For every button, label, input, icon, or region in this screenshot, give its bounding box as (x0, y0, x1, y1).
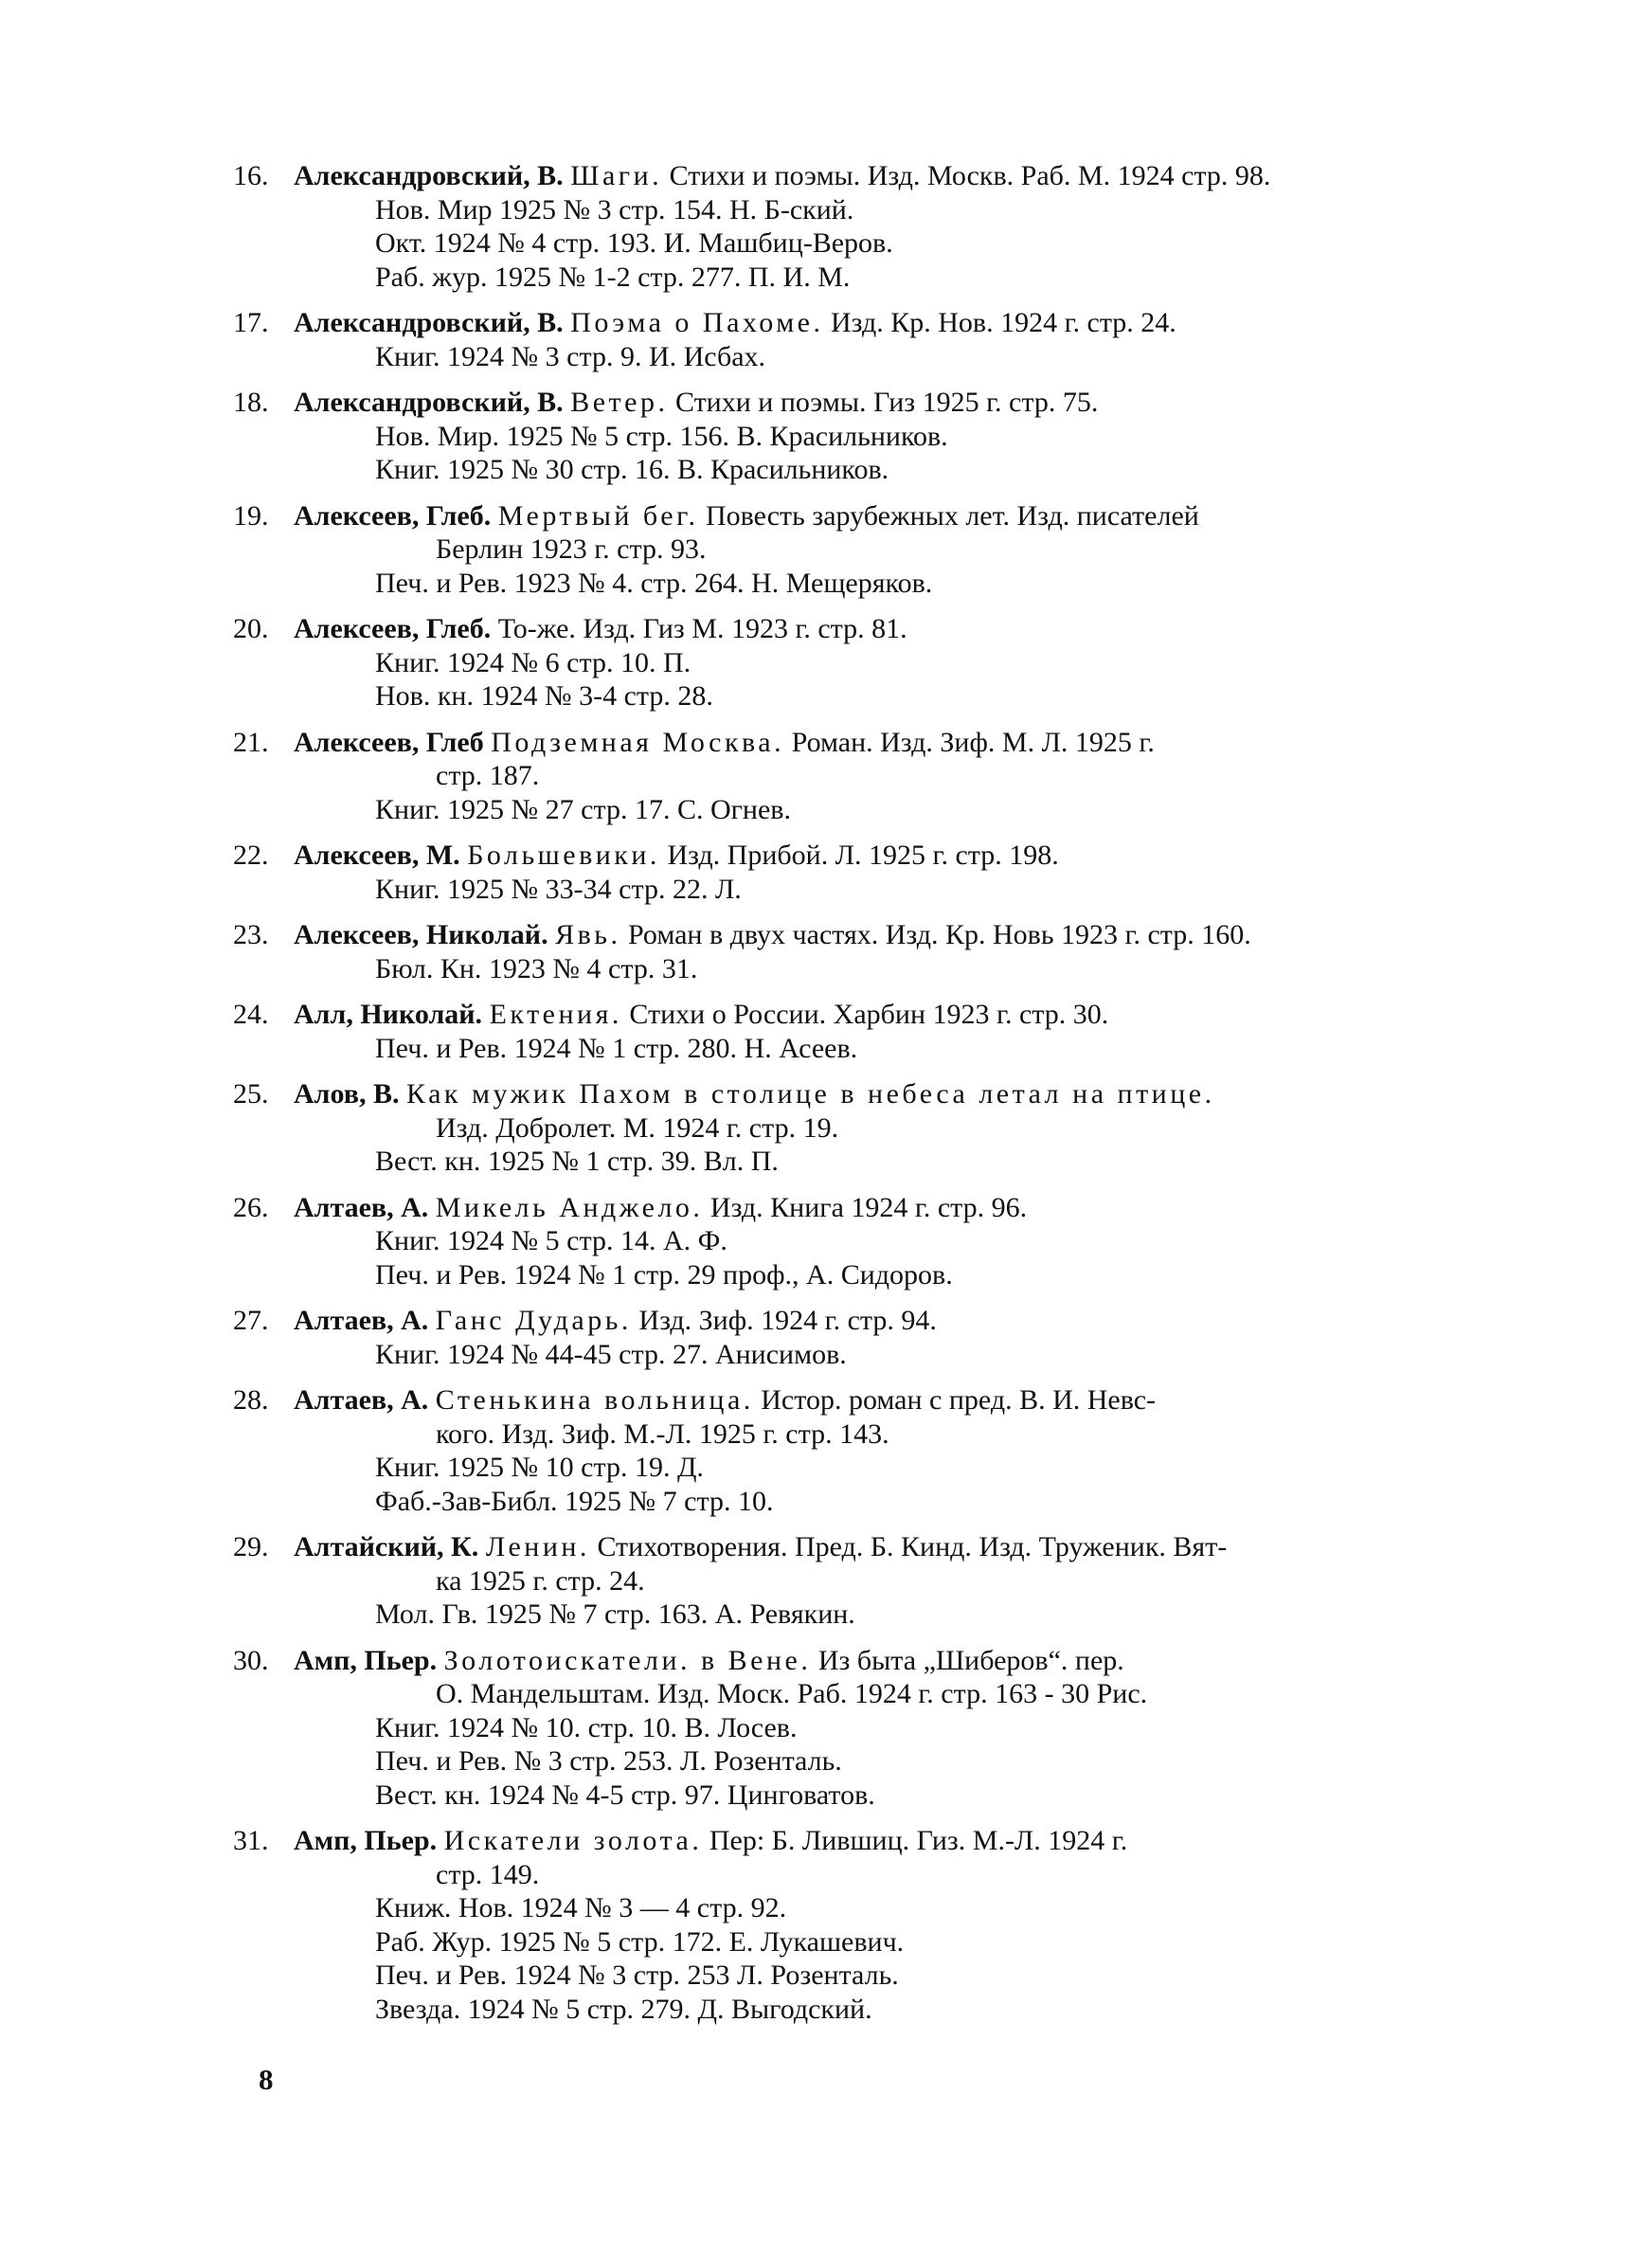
entry-publication-info: Роман в двух частях. Изд. Кр. Новь 1923 г. стр. 160. (627, 919, 1251, 950)
entry-number: 31. (233, 1825, 269, 1856)
entry-title: Шаги. (570, 160, 663, 191)
entry-publication-info: То-же. Изд. Гиз М. 1923 г. стр. 81. (497, 613, 907, 644)
entry-review-reference: Раб. жур. 1925 № 1-2 стр. 277. П. И. М. (375, 261, 851, 293)
entry-review-reference: Печ. и Рев. 1924 № 1 стр. 280. Н. Асеев. (375, 1032, 858, 1064)
bibliography-entry (233, 1304, 1436, 1371)
entry-continuation-line: О. Мандельштам. Изд. Моск. Раб. 1924 г. стр. 163 - 30 Рис. (436, 1678, 1148, 1709)
entry-heading-line (233, 612, 1436, 646)
entry-author: Александровский, В. (294, 307, 564, 338)
entry-review-reference: Фаб.-Зав-Библ. 1925 № 7 стр. 10. (375, 1485, 774, 1517)
entry-list (233, 159, 1436, 2038)
entry-review-reference: Нов. Мир. 1925 № 5 стр. 156. В. Красильников. (375, 420, 948, 452)
entry-review-reference: Печ. и Рев. 1924 № 3 стр. 253 Л. Розенталь. (375, 1959, 899, 1991)
entry-title: Стенькина вольница. (435, 1384, 754, 1416)
entry-review-reference: Книг. 1924 № 3 стр. 9. И. Исбах. (375, 340, 766, 372)
entry-review-reference: Вест. кн. 1925 № 1 стр. 39. Вл. П. (375, 1146, 779, 1177)
entry-author: Алексеев, Глеб. (294, 499, 492, 532)
entry-review-reference: Книг. 1925 № 33-34 стр. 22. Л. (375, 873, 742, 905)
bibliography-entry (233, 998, 1436, 1065)
bibliography-entry (233, 499, 1436, 601)
entry-publication-info: Стихотворения. Пред. Б. Кинд. Изд. Труженик. Вят- (597, 1531, 1228, 1562)
entry-author: Алл, Николай. (294, 999, 483, 1030)
entry-review-reference: Звезда. 1924 № 5 стр. 279. Д. Выгодский. (375, 1993, 872, 2025)
entry-number: 18. (233, 387, 269, 418)
entry-publication-info: Стихи и поэмы. Гиз 1925 г. стр. 75. (674, 387, 1099, 418)
entry-publication-info: Из быта „Шиберов“. пер. (817, 1644, 1124, 1676)
entry-publication-info: Изд. Зиф. 1924 г. стр. 94. (638, 1305, 937, 1336)
bibliography-entry (233, 1644, 1436, 1813)
entry-title: Поэма о Пахоме. (570, 307, 824, 338)
bibliography-entry (233, 839, 1436, 906)
entry-author: Алексеев, Глеб (294, 726, 484, 758)
entry-review-reference: Мол. Гв. 1925 № 7 стр. 163. А. Ревякин. (375, 1598, 855, 1630)
entry-number: 29. (233, 1531, 269, 1562)
entry-heading-line (233, 1824, 1436, 1858)
bibliography-entry (233, 918, 1436, 985)
entry-title: Микель Анджело. (435, 1191, 704, 1223)
entry-review-reference: Окт. 1924 № 4 стр. 193. И. Машбиц-Веров. (375, 227, 893, 259)
entry-publication-info: Изд. Книга 1924 г. стр. 96. (709, 1191, 1028, 1223)
entry-number: 23. (233, 919, 269, 950)
entry-heading-line (233, 998, 1436, 1032)
entry-review-reference: Печ. и Рев. № 3 стр. 253. Л. Розенталь. (375, 1745, 842, 1777)
entry-number: 21. (233, 726, 269, 758)
entry-continuation-line: Берлин 1923 г. стр. 93. (436, 533, 707, 565)
entry-author: Алексеев, Николай. (294, 919, 548, 950)
entry-review-reference: Печ. и Рев. 1923 № 4. стр. 264. Н. Мещеряков. (375, 567, 933, 599)
entry-title: Ленин. (485, 1531, 590, 1562)
entry-number: 30. (233, 1644, 269, 1676)
entry-review-reference: Книг. 1924 № 6 стр. 10. П. (375, 646, 691, 678)
entry-review-reference: Вест. кн. 1924 № 4-5 стр. 97. Цинговатов. (375, 1779, 875, 1811)
entry-publication-info: Стихи и поэмы. Изд. Москв. Раб. М. 1924 стр. 98. (669, 160, 1271, 191)
page-number: 8 (259, 2063, 274, 2096)
entry-review-reference: Книг. 1925 № 10 стр. 19. Д. (375, 1452, 704, 1483)
entry-author: Алтаев, А. (294, 1305, 429, 1336)
entry-review-reference: Книг. 1924 № 10. стр. 10. В. Лосев. (375, 1711, 798, 1743)
entry-heading-line (233, 918, 1436, 952)
entry-author: Алтаев, А. (294, 1384, 429, 1416)
entry-number: 26. (233, 1191, 269, 1223)
entry-title: Ганс Дударь. (435, 1305, 632, 1336)
bibliography-entry (233, 386, 1436, 487)
entry-heading-line (233, 1383, 1436, 1417)
entry-title: Ветер. (570, 387, 669, 418)
entry-author: Алексеев, Глеб. (294, 613, 492, 644)
entry-title: Мертвый бег. (497, 499, 699, 532)
entry-number: 17. (233, 307, 269, 338)
entry-author: Александровский, В. (294, 160, 564, 191)
entry-heading-line (233, 159, 1436, 193)
entry-title: Подземная Москва. (491, 726, 785, 758)
entry-heading-line (233, 839, 1436, 873)
bibliography-entry (233, 1191, 1436, 1292)
entry-heading-line (233, 1304, 1436, 1338)
entry-continuation-line: стр. 187. (436, 760, 540, 791)
entry-title: Золотоискатели. в Вене. (443, 1644, 812, 1676)
entry-review-reference: Книг. 1924 № 5 стр. 14. А. Ф. (375, 1225, 727, 1256)
entry-review-reference: Раб. Жур. 1925 № 5 стр. 172. Е. Лукашевич. (375, 1925, 905, 1958)
entry-author: Александровский, В. (294, 387, 564, 418)
entry-publication-info: Стихи о России. Харбин 1923 г. стр. 30. (629, 999, 1109, 1030)
entry-title: Искатели золота. (443, 1825, 703, 1856)
entry-publication-info: Истор. роман с пред. В. И. Невс- (761, 1384, 1157, 1416)
entry-publication-info: Изд. Прибой. Л. 1925 г. стр. 198. (667, 840, 1059, 871)
entry-heading-line (233, 1530, 1436, 1564)
entry-number: 25. (233, 1078, 269, 1110)
entry-title: Большевики. (467, 840, 660, 871)
entry-heading-line (233, 1191, 1436, 1225)
entry-number: 16. (233, 160, 269, 191)
entry-title: Явь. (555, 919, 621, 950)
entry-heading-line (233, 726, 1436, 760)
entry-heading-line (233, 386, 1436, 420)
bibliography-entry (233, 726, 1436, 827)
entry-number: 27. (233, 1305, 269, 1336)
entry-review-reference: Нов. Мир 1925 № 3 стр. 154. Н. Б-ский. (375, 193, 854, 226)
entry-publication-info: Роман. Изд. Зиф. М. Л. 1925 г. (791, 726, 1155, 758)
entry-heading-line (233, 306, 1436, 340)
entry-number: 22. (233, 840, 269, 871)
bibliography-entry (233, 159, 1436, 294)
entry-review-reference: Книж. Нов. 1924 № 3 — 4 стр. 92. (375, 1892, 787, 1923)
entry-author: Амп, Пьер. (294, 1644, 438, 1676)
bibliography-entry (233, 1077, 1436, 1179)
bibliography-entry (233, 1530, 1436, 1632)
entry-number: 28. (233, 1384, 269, 1416)
entry-publication-info: Изд. Кр. Нов. 1924 г. стр. 24. (831, 307, 1176, 338)
entry-author: Амп, Пьер. (294, 1825, 438, 1856)
entry-publication-info: Пер: Б. Лившиц. Гиз. М.-Л. 1924 г. (709, 1825, 1128, 1856)
entry-continuation-line: стр. 149. (436, 1858, 540, 1890)
bibliography-entry (233, 612, 1436, 713)
entry-author: Алексеев, М. (294, 840, 460, 871)
entry-title: Как мужик Пахом в столице в небеса летал на птице. (405, 1078, 1215, 1110)
entry-number: 24. (233, 999, 269, 1030)
entry-author: Алтайский, К. (294, 1531, 479, 1562)
entry-review-reference: Книг. 1924 № 44-45 стр. 27. Анисимов. (375, 1338, 847, 1370)
entry-continuation-line: Изд. Добролет. М. 1924 г. стр. 19. (436, 1111, 839, 1144)
bibliography-entry (233, 1824, 1436, 2026)
entry-heading-line (233, 1077, 1436, 1111)
entry-publication-info: Повесть зарубежных лет. Изд. писателей (706, 499, 1199, 532)
entry-continuation-line: ка 1925 г. стр. 24. (436, 1564, 645, 1597)
entry-number: 20. (233, 613, 269, 644)
entry-review-reference: Нов. кн. 1924 № 3-4 стр. 28. (375, 680, 713, 712)
entry-author: Алов, В. (294, 1078, 400, 1110)
entry-heading-line (233, 499, 1436, 533)
entry-review-reference: Бюл. Кн. 1923 № 4 стр. 31. (375, 952, 698, 984)
entry-author: Алтаев, А. (294, 1191, 429, 1223)
bibliography-entry (233, 306, 1436, 373)
entry-review-reference: Печ. и Рев. 1924 № 1 стр. 29 проф., А. Сидоров. (375, 1258, 953, 1291)
entry-heading-line (233, 1644, 1436, 1678)
bibliography-entry (233, 1383, 1436, 1518)
entry-continuation-line: кого. Изд. Зиф. М.-Л. 1925 г. стр. 143. (436, 1417, 889, 1450)
entry-review-reference: Книг. 1925 № 27 стр. 17. С. Огнев. (375, 793, 791, 825)
entry-number: 19. (233, 499, 269, 532)
entry-title: Ектения. (489, 999, 622, 1030)
entry-review-reference: Книг. 1925 № 30 стр. 16. В. Красильников. (375, 454, 889, 485)
